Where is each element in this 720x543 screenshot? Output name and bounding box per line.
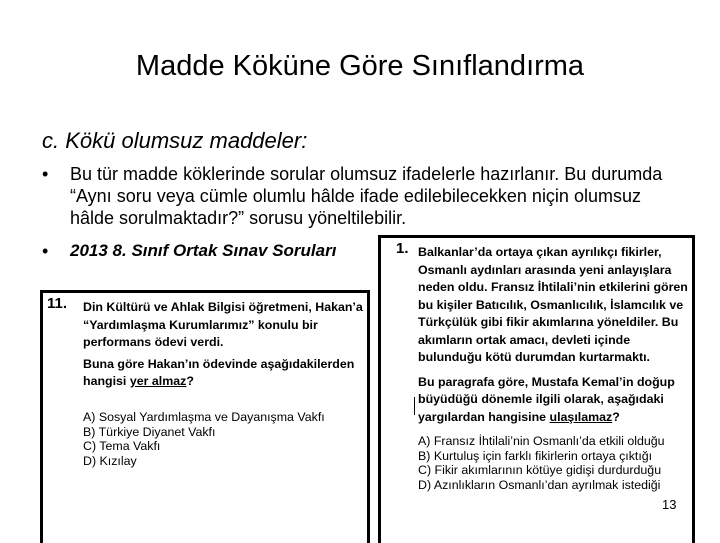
negative-keyword: ulaşılamaz [549, 409, 613, 424]
slide-title: Madde Köküne Göre Sınıflandırma [135, 50, 585, 82]
option-b: B) Kurtuluş için farklı fikirlerin ortaya çıktığı [418, 448, 653, 463]
question-stem [83, 299, 363, 391]
question-11-image [40, 290, 370, 543]
section-subtitle: c. Kökü olumsuz maddeler: [42, 128, 308, 153]
answer-options [418, 434, 665, 492]
option-d: D) Kızılay [83, 453, 137, 468]
question-number: 1. [396, 240, 409, 257]
question-stem-ask: Buna göre Hakan’ın ödevinde aşağıdakilerden hangisi yer almaz? [83, 356, 355, 388]
option-d: D) Azınlıkların Osmanlı’dan ayrılmak istediği [418, 477, 661, 492]
bullet-marker: • [42, 241, 49, 261]
option-a: A) Sosyal Yardımlaşma ve Dayanışma Vakfı [83, 410, 325, 424]
question-number: 11. [47, 295, 68, 312]
option-a: A) Fransız İhtilali’nin Osmanlı’da etkili olduğu [418, 434, 665, 448]
question-stem-context: Balkanlar’da ortaya çıkan ayrılıkçı fikirler, Osmanlı aydınları arasında yeni anlayışlara neden oldu. Fransız İhtilali’nin etkilerini gören bu kişiler Batıcılık, Osmanlıcılık, İslamcılık ve Türkçülük gibi fikir akımlarına yöneldiler. Bu akımların ortak amacı, devleti içinde bulunduğu kötü durumdan kurtarmaktı. [418, 245, 688, 364]
bullet-item-exam-source [42, 240, 382, 264]
question-stem-ask: Bu paragrafa göre, Mustafa Kemal’in doğup büyüdüğü dönemle ilgili olarak, aşağıdaki yargılardan hangisine ulaşılamaz? [418, 374, 675, 424]
question-1-image [378, 235, 695, 543]
question-stem [418, 244, 694, 426]
text-cursor [414, 397, 415, 415]
bullet-item-description [42, 163, 682, 233]
question-stem-context: Din Kültürü ve Ahlak Bilgisi öğretmeni, Hakan’a “Yardımlaşma Kurumlarımız” konulu bir performans ödevi verdi. [83, 300, 363, 349]
option-b: B) Türkiye Diyanet Vakfı [83, 424, 216, 439]
bullet-text: Bu tür madde köklerinde sorular olumsuz ifadelerle hazırlanır. Bu durumda “Aynı soru veya cümle olumlu hâlde ifade edilebilecekken niçin olumsuz hâlde sorulmaktadır?” sorusu yöneltilebilir. [70, 164, 663, 228]
page-number: 13 [662, 497, 677, 512]
bullet-text: 2013 8. Sınıf Ortak Sınav Soruları [70, 241, 337, 260]
bullet-marker: • [42, 164, 49, 184]
negative-keyword: yer almaz [129, 374, 187, 388]
option-c: C) Tema Vakfı [83, 439, 161, 454]
option-c: C) Fikir akımlarının kötüye gidişi durdurduğu [418, 463, 662, 478]
answer-options [83, 410, 325, 468]
